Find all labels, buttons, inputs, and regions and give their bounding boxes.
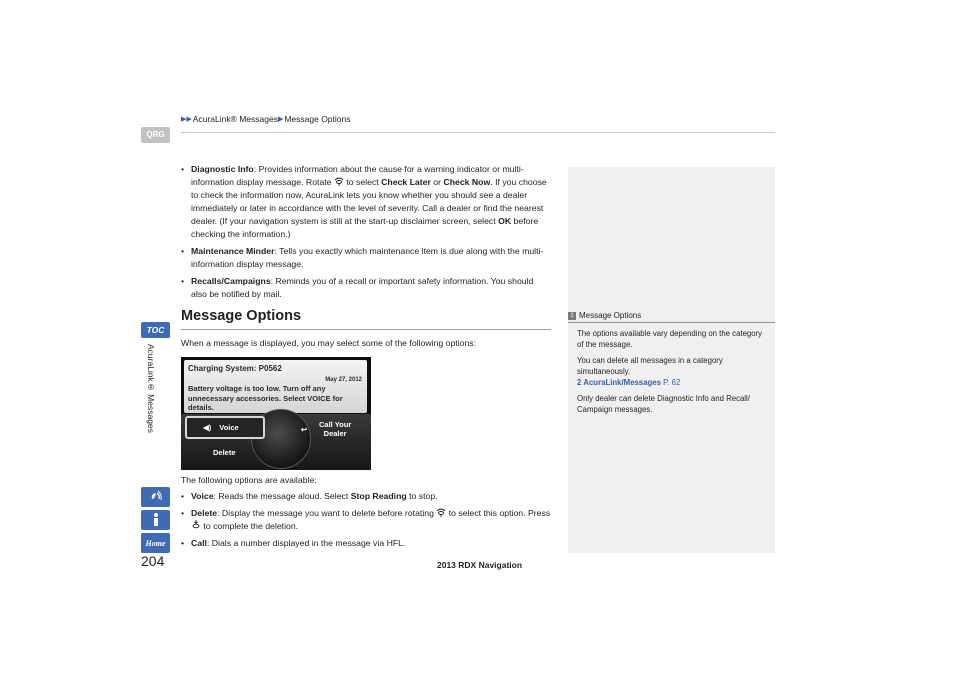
list-item [181,507,551,533]
qrg-button[interactable]: QRG [141,127,170,143]
header-divider [181,132,775,133]
note-title [568,311,641,320]
call-dealer-button[interactable] [295,416,365,442]
info-icon[interactable] [141,510,170,530]
breadcrumb-arrow-icon: ▶ [277,116,284,123]
note-body [577,328,769,420]
term-label: Maintenance Minder [191,246,275,256]
body-text: : Display the message you want to delete before rotating [217,508,437,518]
note-icon: 1 [568,312,576,320]
options-list [181,490,551,554]
footer-title: 2013 RDX Navigation [437,560,523,570]
section-heading: Message Options [181,308,302,324]
bullet-icon: • [181,276,185,286]
option-label: Check Now [443,177,491,187]
message-text: Battery voltage is too low. Turn off any unnecessary accessories. Select VOICE for details. [188,384,343,412]
note-paragraph: The options available vary depending on the category of the message. [577,329,763,349]
note-paragraph: Only dealer can delete Diagnostic Info and Recall/ Campaign messages. [577,394,750,414]
bullet-icon: • [181,246,185,256]
body-text: or [430,177,444,187]
bullet-icon: • [181,164,185,174]
breadcrumb-arrow-icon: ▶▶ [181,116,192,123]
message-panel [184,360,367,413]
interface-dial-icon [436,508,446,517]
note-paragraph [577,355,769,388]
list-item [181,245,551,271]
term-label: Voice [191,491,214,501]
press-dial-icon [191,520,201,530]
list-item [181,537,551,550]
body-text: to complete the deletion. [201,521,299,531]
link-page-ref[interactable]: P. 62 [663,378,681,387]
body-text: to select this option. Press [446,508,551,518]
speaker-icon: ◀) [203,423,212,432]
page-number: 204 [141,553,165,569]
body-text: to select [343,177,382,187]
call-button-label: Call Your Dealer [319,420,352,438]
body-text: before checking the information.) [191,216,539,239]
voice-command-icon[interactable] [141,487,170,507]
body-text: : Provides information about the cause for a warning indicator or multi-information display message. Rotate [191,164,524,187]
note-text: You can delete all messages in a category simultaneously. [577,356,723,376]
delete-button[interactable]: Delete [213,447,236,457]
section-side-label: AcuraLink® Messages [146,344,156,433]
body-text: . If you choose to check the information now, AcuraLink lets you know whether you should see a dealer immediately or later in accordance with the level of severity. Call a dealer or find the nearest dealer. (If your navigation system is still at the start-up disclaimer screen, select [191,177,547,226]
body-text: : Reminds you of a recall or important safety information. You should also be notified by mail. [191,276,534,299]
bullet-icon: • [181,538,185,548]
term-label: Call [191,538,207,548]
home-button[interactable]: Home [141,533,170,553]
cross-reference-icon: 2 [577,378,582,387]
list-item [181,490,551,503]
term-label: Diagnostic Info [191,164,254,174]
acuralink-messages-link[interactable]: AcuraLink/Messages [583,378,661,387]
term-label: Recalls/Campaigns [191,276,271,286]
toc-button[interactable]: TOC [141,322,170,338]
info-types-list [181,163,551,305]
voice-button[interactable] [185,416,265,439]
breadcrumb [181,114,351,124]
note-divider [568,322,775,323]
body-text: : Tells you exactly which maintenance item is due along with the multi-information display message. [191,246,544,269]
section-intro: When a message is displayed, you may select some of the following options: [181,338,477,348]
navigation-screen-image [181,357,371,470]
bullet-icon: • [181,508,185,518]
body-text: to stop. [406,491,438,501]
body-text: : Dials a number displayed in the message via HFL. [206,538,406,548]
bullet-icon: • [181,491,185,501]
breadcrumb-item-acuralink[interactable]: AcuraLink® Messages [192,114,278,124]
list-item [181,163,551,241]
options-intro: The following options are available: [181,475,317,485]
note-title-text: Message Options [579,311,642,320]
breadcrumb-item-message-options[interactable]: Message Options [284,114,351,124]
option-label: OK [498,216,512,226]
phone-icon: ↩ [300,424,308,434]
option-label: Stop Reading [350,491,407,501]
term-label: Delete [191,508,218,518]
interface-dial-icon [334,177,344,186]
message-title: Charging System: P0562 [188,364,282,373]
message-date: May 27, 2012 [325,377,362,383]
list-item [181,275,551,301]
voice-button-label: Voice [219,423,239,432]
body-text: : Reads the message aloud. Select [213,491,351,501]
option-label: Check Later [381,177,431,187]
section-divider [181,329,551,330]
